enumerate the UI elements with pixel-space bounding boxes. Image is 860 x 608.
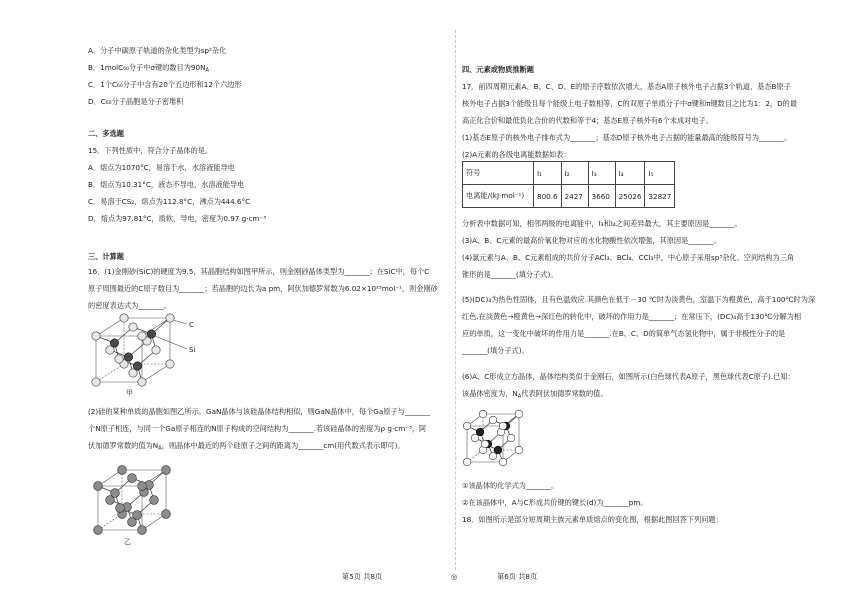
subscript: A — [158, 445, 162, 452]
silicon-atom — [133, 511, 142, 520]
table-row — [463, 185, 675, 208]
carbon-atom — [92, 332, 100, 340]
silicon-atom — [138, 482, 147, 491]
section-title-calculation: 三、计算题 — [88, 252, 124, 261]
text-line: (3)A、B、C元素的最高价氧化物对应的水化物酸性依次增强，其原因是_______。 — [462, 236, 721, 245]
text-line: 的密度表达式为_______。 — [88, 301, 171, 310]
silicon-atom — [138, 526, 147, 535]
text-line: (5)(DC)₄为热色性固体，且有色温效应.其颜色在低于－30 ℃时为淡黄色，室温下为橙黄色，高于100℃时为深 — [462, 295, 816, 304]
question-16-part-1 — [88, 263, 448, 314]
table-cell: 25026 — [615, 185, 645, 208]
text-line: A．熔点为1070°C，易溶于水，水溶液能导电 — [88, 163, 235, 172]
text-line: (6)A、C形成立方晶体，晶体结构类似于金刚石，如图所示(白色球代表A原子，黑色球代表C原子).已知： — [462, 372, 795, 381]
text-segment: 该晶体密度为，N — [462, 389, 518, 398]
silicon-atom — [118, 466, 127, 475]
carbon-atom — [166, 314, 174, 322]
ionization-energy-table — [462, 161, 675, 208]
silicon-unit-cell — [94, 466, 171, 535]
text-line — [88, 59, 448, 76]
carbon-atom — [92, 378, 100, 386]
silicon-atom — [162, 466, 171, 475]
page-divider — [455, 30, 456, 570]
subscript: A — [517, 393, 522, 400]
figure-caption-yi: 乙 — [124, 538, 131, 546]
table-cell: 符号 — [463, 162, 534, 185]
silicon-unit-cell-figure — [92, 464, 176, 548]
text-line: D．熔点为97.81°C，质软，导电，密度为0.97 g·cm⁻³ — [88, 214, 267, 223]
section-title-multiple-choice: 二、多选题 — [88, 129, 124, 138]
table-header-row — [463, 162, 675, 185]
text-line: (2)硅的某种单质的晶胞如图乙所示。GaN晶体与该硅晶体结构相似，则GaN晶体中，每个Ga原子与_______ — [88, 407, 430, 416]
a-atom-white — [507, 434, 515, 442]
table-cell: I₄ — [615, 162, 645, 185]
label-si: Si — [189, 346, 196, 354]
cubic-crystal-figure — [462, 408, 524, 470]
subscript: A — [205, 67, 209, 74]
carbon-atom — [129, 323, 137, 331]
text-segment: 伏加德罗常数的值为N — [88, 441, 159, 450]
text-line: A．分子中碳原子轨道的杂化类型为sp²杂化 — [88, 46, 227, 55]
question-17-parts-2-4 — [462, 215, 852, 283]
text-line: ②在该晶体中，A与C形成共价键的键长(d)为_______pm。 — [462, 498, 648, 507]
question-15 — [88, 142, 448, 227]
silicon-atom — [94, 526, 103, 535]
text-line — [88, 437, 448, 454]
table-cell: 800.6 — [534, 185, 562, 208]
table-cell: I₂ — [561, 162, 588, 185]
text-line: 高正化合价和最低负化合价的代数和等于4；基态E原子核外有6个未成对电子。 — [462, 116, 713, 125]
page-separator: ◎ — [451, 572, 458, 581]
leader-line-c — [173, 320, 187, 324]
a-atom-white — [463, 458, 471, 466]
question-17-part-6-items — [462, 477, 852, 528]
a-atom-white — [481, 440, 489, 448]
page-number-right: 第6页 共8页 — [497, 572, 538, 581]
page-number-left: 第5页 共8页 — [342, 572, 383, 581]
text-segment: ，则晶体中最近的两个硅原子之间的距离为_______cm(用代数式表示即可)。 — [161, 441, 405, 450]
text-segment: B．1molC₆₀分子中σ键的数目为90N — [88, 63, 206, 72]
carbon-atom — [138, 332, 146, 340]
text-line: D．C₆₀分子晶胞是分子密堆积 — [88, 97, 184, 106]
text-line: 15．下列性质中，符合分子晶体的是。 — [88, 146, 213, 155]
carbon-atom — [166, 360, 174, 368]
text-line: 16．(1)金刚砂(SiC)的硬度为9.5，其晶胞结构如图甲所示，则金刚砂晶体类型为_______；在SiC中，每个C — [88, 267, 430, 276]
question-14-options — [88, 42, 448, 110]
table-cell: 3660 — [588, 185, 615, 208]
cell-edge — [142, 364, 170, 382]
text-line: 应的单质，这一变化中破坏的作用力是_______.在B、C、D的简单气态氢化物中，属于非极性分子的是 — [462, 329, 786, 338]
table-cell: 2427 — [561, 185, 588, 208]
silicon-atom — [111, 489, 120, 498]
silicon-atom — [147, 330, 155, 338]
leader-line-si — [155, 336, 187, 349]
section-title-inference: 四、元素或物质推断题 — [462, 65, 534, 74]
a-atom-white — [463, 422, 471, 430]
text-line: C．1个C₆₀分子中含有20个五边形和12个六边形 — [88, 80, 242, 89]
text-line: 原子周围最近的C原子数目为_______；若晶胞的边长为a pm，阿伏加德罗常数为6.02×10²³mol⁻¹，则金刚砂 — [88, 284, 438, 293]
carbon-atom — [152, 346, 160, 354]
text-line: (2)A元素的各级电离能数据如表： — [462, 150, 571, 159]
silicon-atom — [94, 482, 103, 491]
text-line: (4)氯元素与A、B、C元素组成的共价分子ACl₃、BCl₄、CCl₃中，中心原子采用sp³杂化、空间结构为三角 — [462, 253, 795, 262]
silicon-atom — [162, 510, 171, 519]
silicon-atom — [110, 339, 118, 347]
c-atom-black — [476, 428, 484, 436]
question-17-intro — [462, 78, 852, 163]
table-cell: 电离能/(kJ·mol⁻¹) — [463, 185, 534, 208]
a-atom-white — [515, 446, 523, 454]
text-segment: 代表阿伏加德罗常数的值。 — [521, 389, 608, 398]
a-atom-white — [499, 422, 507, 430]
c-atom-black — [494, 446, 502, 454]
cubic-crystal-cell — [463, 410, 523, 466]
label-c: C — [189, 321, 194, 329]
silicon-atom — [116, 504, 125, 513]
text-line: 核外电子占据3个能级且每个能级上电子数相等，C的双原子单质分子中σ键和π键数目之比为1：2，D的最 — [462, 99, 798, 108]
text-line: ①该晶体的化学式为_______。 — [462, 481, 559, 490]
text-line: 红色.在淡黄色→橙黄色→深红色的转化中，破坏的作用力是_______；在常压下，(DC)₄高于130℃分解为相 — [462, 312, 802, 321]
text-line — [462, 385, 852, 402]
a-atom-white — [479, 410, 487, 418]
a-atom-white — [515, 410, 523, 418]
text-line: C．易溶于CS₂，熔点为112.8°C，沸点为444.6°C — [88, 197, 251, 206]
cell-edge — [96, 364, 124, 382]
a-atom-white — [499, 458, 507, 466]
text-line: 个N原子相连，与同一个Ga原子相连的N原子构成的空间结构为_______.若该硅晶体的密度为ρ g·cm⁻³，阿 — [88, 424, 427, 433]
figure-caption-jia: 甲 — [126, 389, 133, 397]
cell-edge — [96, 318, 124, 336]
sic-unit-cell-figure — [90, 312, 205, 398]
carbon-atom — [115, 355, 123, 363]
text-line: 锥形的是_______(填分子式)。 — [462, 270, 558, 279]
text-line: 分析表中数据可知，相邻两级的电离能中，I₃和I₄之间差异最大，其主要原因是_______。 — [462, 219, 742, 228]
text-line: B．熔点为10.31°C，液态不导电，水溶液能导电 — [88, 180, 245, 189]
table-cell: I₃ — [588, 162, 615, 185]
silicon-atom — [124, 353, 132, 361]
question-17-part-5 — [462, 291, 852, 359]
table-cell: 32827 — [645, 185, 675, 208]
silicon-atom — [133, 362, 141, 370]
silicon-atom — [128, 474, 137, 483]
text-line: 18．如图所示是部分短周期主族元素单质熔点的变化图，根据此图回答下列问题： — [462, 515, 723, 524]
carbon-atom — [138, 378, 146, 386]
cell-edge — [142, 318, 170, 336]
text-line: (1)基态E原子的核外电子排布式为_______；基态D原子核外电子占据的能量最高的能级符号为_______。 — [462, 133, 792, 142]
text-line: 17．前四周期元素A、B、C、D、E的原子序数依次增大，基态A原子核外电子占据3个轨道，基态B原子 — [462, 82, 791, 91]
text-line: _______(填分子式)。 — [462, 346, 529, 355]
silicon-atom — [150, 496, 159, 505]
carbon-atom — [120, 314, 128, 322]
a-atom-white — [489, 416, 497, 424]
table-cell: I₁ — [534, 162, 562, 185]
question-16-part-2 — [88, 403, 448, 454]
sic-unit-cell — [92, 314, 174, 386]
question-17-part-6 — [462, 368, 852, 402]
table-cell: I₅ — [645, 162, 675, 185]
